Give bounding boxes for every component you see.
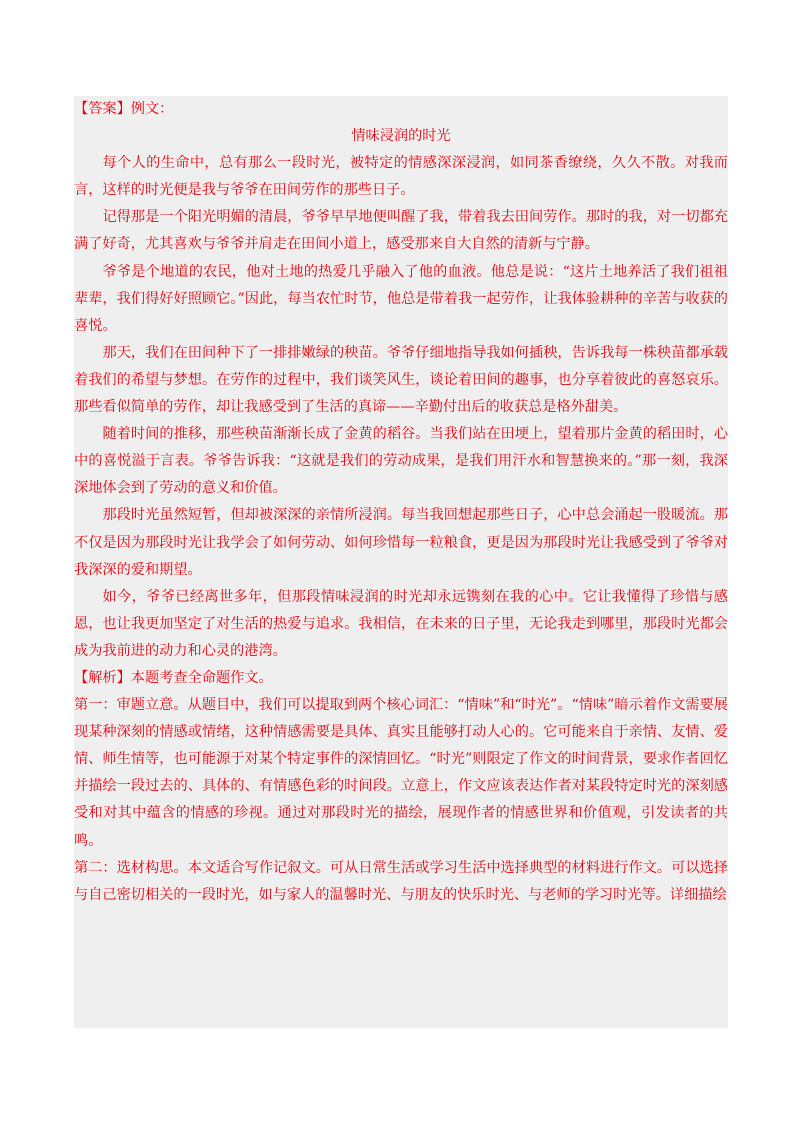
- essay-paragraph-2: 记得那是一个阳光明媚的清晨，爷爷早早地便叫醒了我，带着我去田间劳作。那时的我，对一切都充满了好奇，尤其喜欢与爷爷并肩走在田间小道上，感受那来自大自然的清新与宁静。: [74, 209, 728, 253]
- essay-title: 情味浸润的时光: [351, 128, 451, 145]
- essay-paragraph-4: 那天，我们在田间种下了一排排嫩绿的秧苗。爷爷仔细地指导我如何插秧，告诉我每一株秧苗都承载着我们的希望与梦想。在劳作的过程中，我们谈笑风生，谈论着田间的趣事，也分享着彼此的喜怒哀乐。那些看似简单的劳作，却让我感受到了生活的真谛——辛勤付出后的收获总是格外甜美。: [74, 344, 728, 416]
- document-body: [74, 96, 728, 1028]
- essay-paragraph-3: 爷爷是个地道的农民，他对土地的热爱几乎融入了他的血液。他总是说：“这片土地养活了我们祖祖辈辈，我们得好好照顾它。”因此，每当农忙时节，他总是带着我一起劳作，让我体验耕种的辛苦与收获的喜悦。: [74, 263, 728, 334]
- analysis-heading: 【解析】本题考查全命题作文。: [74, 669, 273, 686]
- essay-paragraph-1: 每个人的生命中，总有那么一段时光，被特定的情感深深浸润，如同茶香缭绕，久久不散。对我而言，这样的时光便是我与爷爷在田间劳作的那些日子。: [74, 155, 728, 199]
- analysis-paragraph-2: 第二：选材构思。本文适合写作记叙文。可从日常生活或学习生活中选择典型的材料进行作文。可以选择与自己密切相关的一段时光，如与家人的温馨时光、与朋友的快乐时光、与老师的学习时光等。详细描绘: [74, 859, 728, 903]
- answer-heading: 【答案】例文：: [74, 101, 174, 117]
- analysis-paragraph-1: 第一：审题立意。从题目中，我们可以提取到两个核心词汇：“情味”和“时光”。“情味”暗示着作文需要展现某种深刻的情感或情绪，这种情感需要是具体、真实且能够打动人心的。它可能来自于亲情、友情、爱情、师生情等，也可能源于对某个特定事件的深情回忆。“时光”则限定了作文的时间背景，要求作者回忆并描绘一段过去的、具体的、有情感色彩的时间段。立意上，作文应该表达作者对某段特定时光的深刻感受和对其中蕴含的情感的珍视。通过对那段时光的描绘，展现作者的情感世界和价值观，引发读者的共鸣。: [74, 697, 728, 849]
- essay-paragraph-7: 如今，爷爷已经离世多年，但那段情味浸润的时光却永远镌刻在我的心中。它让我懂得了珍惜与感恩，也让我更加坚定了对生活的热爱与追求。我相信，在未来的日子里，无论我走到哪里，那段时光都会成为我前进的动力和心灵的港湾。: [74, 588, 728, 659]
- essay-paragraph-6: 那段时光虽然短暂，但却被深深的亲情所浸润。每当我回想起那些日子，心中总会涌起一股暖流。那不仅是因为那段时光让我学会了如何劳动、如何珍惜每一粒粮食，更是因为那段时光让我感受到了爷爷对我深深的爱和期望。: [74, 507, 728, 578]
- essay-paragraph-5: 随着时间的推移，那些秧苗渐渐长成了金黄的稻谷。当我们站在田埂上，望着那片金黄的稻田时，心中的喜悦溢于言表。爷爷告诉我：“这就是我们的劳动成果，是我们用汗水和智慧换来的。”那一刻，我深深地体会到了劳动的意义和价值。: [74, 426, 728, 497]
